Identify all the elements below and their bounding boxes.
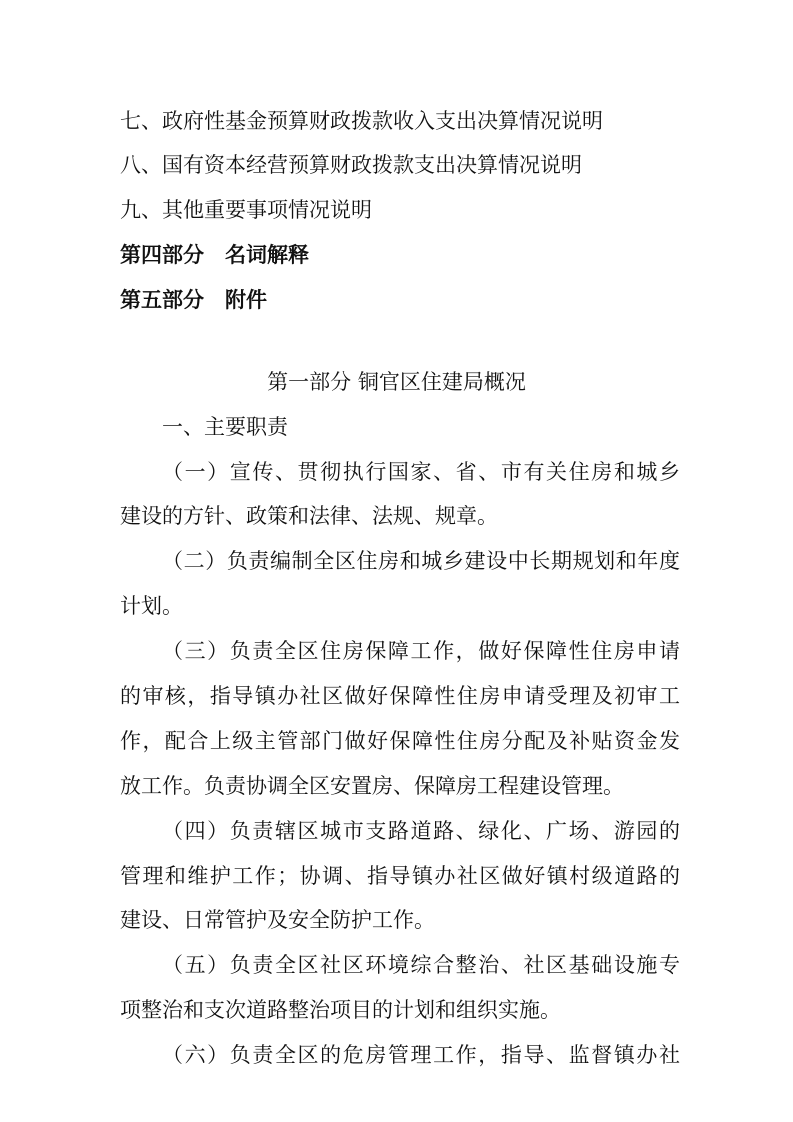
paragraph-line: （三）负责全区住房保障工作，做好保障性住房申请 [162,639,680,663]
toc-item-7: 七、政府性基金预算财政拨款收入支出决算情况说明 [120,109,603,133]
paragraph-line: 放工作。负责协调全区安置房、保障房工程建设管理。 [120,774,624,798]
paragraph-line: 项整治和支次道路整治项目的计划和组织实施。 [120,998,561,1022]
paragraph-line: （一）宣传、贯彻执行国家、省、市有关住房和城乡 [162,460,680,484]
paragraph-line: （六）负责全区的危房管理工作，指导、监督镇办社 [162,1043,680,1067]
toc-item-9: 九、其他重要事项情况说明 [120,198,372,222]
section-title: 第一部分 铜官区住建局概况 [267,370,526,394]
paragraph-line: 作，配合上级主管部门做好保障性住房分配及补贴资金发 [120,729,680,753]
paragraph-line: 管理和维护工作；协调、指导镇办社区做好镇村级道路的 [120,864,680,888]
toc-item-8: 八、国有资本经营预算财政拨款支出决算情况说明 [120,153,582,177]
paragraph-line: （五）负责全区社区环境综合整治、社区基础设施专 [162,953,680,977]
part-4-heading: 第四部分 名词解释 [120,243,309,267]
paragraph-line: 建设的方针、政策和法律、法规、规章。 [120,504,498,528]
paragraph-line: 计划。 [120,594,183,618]
paragraph-line: 建设、日常管护及安全防护工作。 [120,908,435,932]
paragraph-line: （二）负责编制全区住房和城乡建设中长期规划和年度 [162,549,680,573]
paragraph-line: 的审核，指导镇办社区做好保障性住房申请受理及初审工 [120,684,680,708]
paragraph-line: （四）负责辖区城市支路道路、绿化、广场、游园的 [162,819,680,843]
part-5-heading: 第五部分 附件 [120,288,267,312]
subheading-main-duties: 一、主要职责 [162,415,288,439]
